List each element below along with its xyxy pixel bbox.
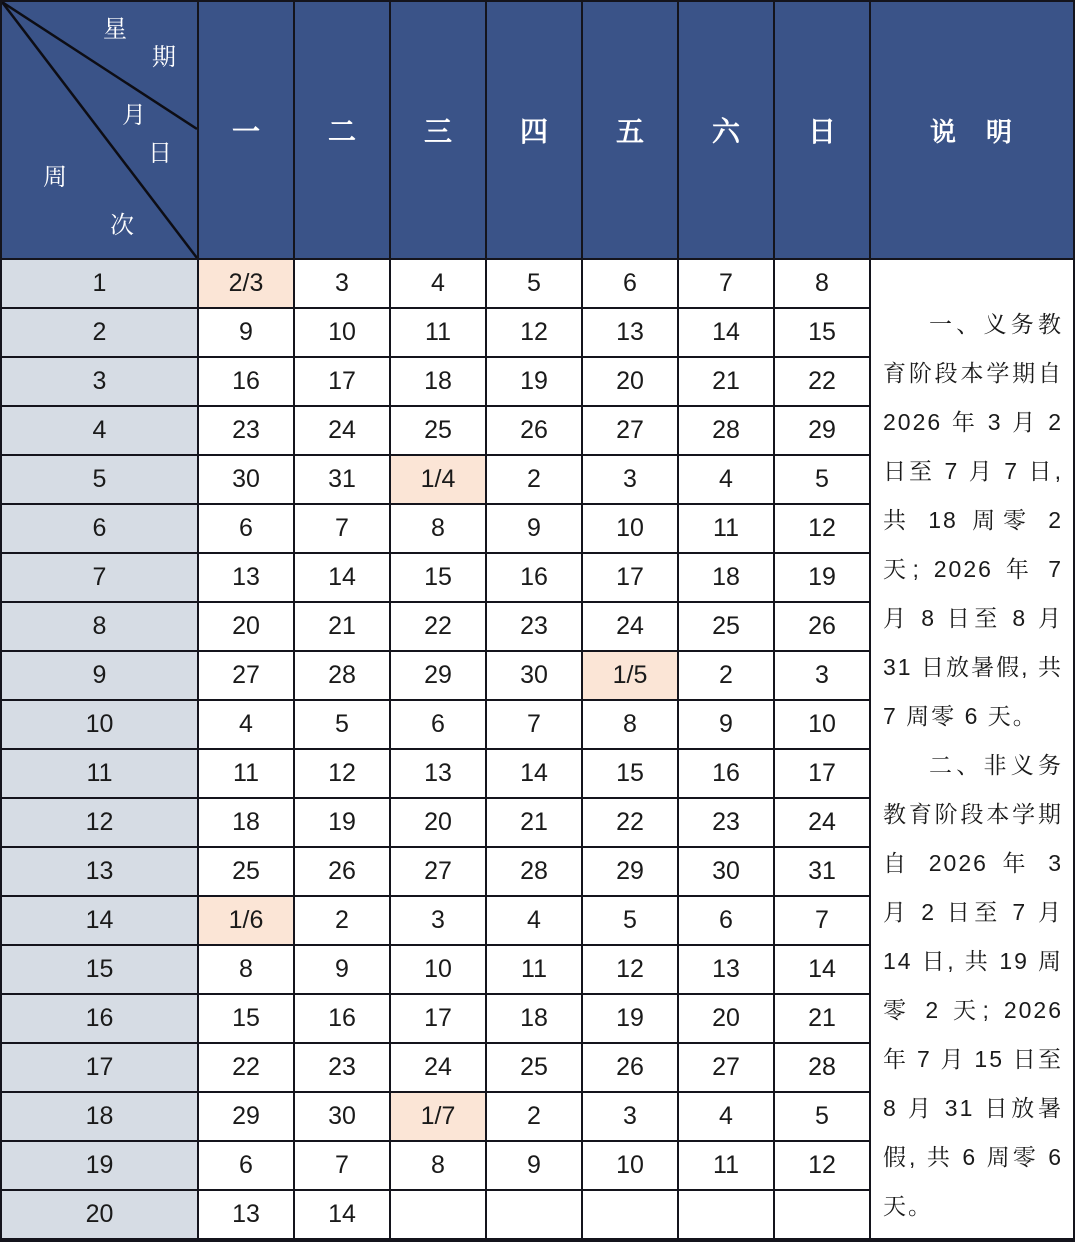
date-cell: 29 <box>775 407 869 454</box>
corner-label-weekday-char-1: 星 <box>103 16 127 43</box>
date-cell: 11 <box>391 309 485 356</box>
week-number-cell: 20 <box>2 1191 197 1238</box>
date-cell: 28 <box>295 652 389 699</box>
date-cell: 7 <box>487 701 581 748</box>
date-cell: 9 <box>487 1142 581 1189</box>
date-cell: 23 <box>199 407 293 454</box>
date-cell: 18 <box>199 799 293 846</box>
date-cell: 23 <box>679 799 773 846</box>
date-cell: 6 <box>199 1142 293 1189</box>
date-cell: 14 <box>295 1191 389 1238</box>
week-number-cell: 13 <box>2 848 197 895</box>
day-header-fri: 五 <box>583 2 677 258</box>
date-cell: 22 <box>583 799 677 846</box>
date-cell: 18 <box>487 995 581 1042</box>
week-number-cell: 18 <box>2 1093 197 1140</box>
day-header-tue: 二 <box>295 2 389 258</box>
date-cell: 3 <box>295 260 389 307</box>
date-cell: 26 <box>775 603 869 650</box>
date-cell: 9 <box>679 701 773 748</box>
date-cell: 22 <box>199 1044 293 1091</box>
date-cell: 13 <box>679 946 773 993</box>
notes-header: 说 明 <box>871 2 1073 258</box>
date-cell: 25 <box>391 407 485 454</box>
day-header-mon: 一 <box>199 2 293 258</box>
date-cell: 4 <box>199 701 293 748</box>
date-cell: 29 <box>199 1093 293 1140</box>
day-header-wed: 三 <box>391 2 485 258</box>
date-cell: 15 <box>583 750 677 797</box>
notes-paragraph-2: 二、非义务教育阶段本学期自 2026 年 3 月 2 日至 7 月 14 日, 共 19 周零 2 天; 2026 年 7 月 15 日至 8 月 31 日放暑假, 共 6 周零 6 天。 <box>883 752 1063 1219</box>
date-cell: 11 <box>679 1142 773 1189</box>
date-cell: 12 <box>487 309 581 356</box>
date-cell: 3 <box>391 897 485 944</box>
notes-panel <box>871 260 1073 1238</box>
date-cell: 2 <box>679 652 773 699</box>
date-cell: 17 <box>391 995 485 1042</box>
week-number-cell: 7 <box>2 554 197 601</box>
date-cell <box>487 1191 581 1238</box>
week-number-cell: 8 <box>2 603 197 650</box>
corner-label-weeknum-char-1: 周 <box>43 164 67 191</box>
date-cell: 12 <box>775 505 869 552</box>
date-cell: 31 <box>775 848 869 895</box>
date-cell: 30 <box>487 652 581 699</box>
date-cell-highlighted: 1/5 <box>583 652 677 699</box>
date-cell: 10 <box>775 701 869 748</box>
date-cell: 12 <box>583 946 677 993</box>
date-cell: 24 <box>391 1044 485 1091</box>
date-cell: 15 <box>199 995 293 1042</box>
date-cell: 16 <box>199 358 293 405</box>
date-cell: 8 <box>775 260 869 307</box>
date-cell: 8 <box>391 1142 485 1189</box>
date-cell-highlighted: 1/4 <box>391 456 485 503</box>
date-cell: 19 <box>487 358 581 405</box>
date-cell: 27 <box>583 407 677 454</box>
date-cell: 24 <box>583 603 677 650</box>
date-cell: 5 <box>775 456 869 503</box>
date-cell: 2 <box>487 456 581 503</box>
week-number-cell: 1 <box>2 260 197 307</box>
date-cell: 8 <box>391 505 485 552</box>
date-cell: 16 <box>679 750 773 797</box>
date-cell: 4 <box>679 1093 773 1140</box>
date-cell: 10 <box>583 505 677 552</box>
notes-paragraph-1: 一、义务教育阶段本学期自 2026 年 3 月 2 日至 7 月 7 日, 共 18 周零 2 天; 2026 年 7 月 8 日至 8 月 31 日放暑假, 共 7 周零 6 天。 <box>883 311 1063 729</box>
date-cell: 4 <box>679 456 773 503</box>
date-cell: 6 <box>679 897 773 944</box>
date-cell: 25 <box>679 603 773 650</box>
date-cell: 27 <box>679 1044 773 1091</box>
date-cell: 4 <box>487 897 581 944</box>
date-cell: 23 <box>487 603 581 650</box>
date-cell: 3 <box>775 652 869 699</box>
date-cell-highlighted: 1/6 <box>199 897 293 944</box>
date-cell: 6 <box>391 701 485 748</box>
date-cell: 13 <box>391 750 485 797</box>
date-cell: 14 <box>679 309 773 356</box>
date-cell: 14 <box>487 750 581 797</box>
week-number-cell: 17 <box>2 1044 197 1091</box>
date-cell: 2 <box>295 897 389 944</box>
diagonal-divider-lines <box>2 2 197 258</box>
date-cell: 20 <box>391 799 485 846</box>
date-cell: 22 <box>391 603 485 650</box>
week-number-cell: 10 <box>2 701 197 748</box>
date-cell: 30 <box>199 456 293 503</box>
date-cell: 10 <box>391 946 485 993</box>
date-cell: 19 <box>295 799 389 846</box>
date-cell: 21 <box>295 603 389 650</box>
date-cell: 3 <box>583 1093 677 1140</box>
date-cell: 13 <box>583 309 677 356</box>
date-cell: 9 <box>199 309 293 356</box>
date-cell: 29 <box>391 652 485 699</box>
date-cell: 9 <box>487 505 581 552</box>
date-cell: 21 <box>775 995 869 1042</box>
date-cell: 5 <box>487 260 581 307</box>
week-number-cell: 5 <box>2 456 197 503</box>
week-number-cell: 16 <box>2 995 197 1042</box>
week-number-cell: 12 <box>2 799 197 846</box>
date-cell: 25 <box>487 1044 581 1091</box>
date-cell: 16 <box>487 554 581 601</box>
date-cell: 26 <box>487 407 581 454</box>
date-cell: 21 <box>487 799 581 846</box>
date-cell-highlighted: 1/7 <box>391 1093 485 1140</box>
date-cell: 12 <box>295 750 389 797</box>
corner-label-weeknum-char-2: 次 <box>110 212 134 239</box>
date-cell: 10 <box>295 309 389 356</box>
date-cell-highlighted: 2/3 <box>199 260 293 307</box>
week-number-cell: 11 <box>2 750 197 797</box>
day-header-sat: 六 <box>679 2 773 258</box>
day-header-thu: 四 <box>487 2 581 258</box>
date-cell: 25 <box>199 848 293 895</box>
date-cell: 19 <box>775 554 869 601</box>
date-cell <box>679 1191 773 1238</box>
week-number-cell: 2 <box>2 309 197 356</box>
date-cell: 24 <box>775 799 869 846</box>
date-cell: 14 <box>295 554 389 601</box>
week-number-cell: 4 <box>2 407 197 454</box>
date-cell: 13 <box>199 1191 293 1238</box>
day-header-sun: 日 <box>775 2 869 258</box>
date-cell: 6 <box>199 505 293 552</box>
date-cell: 29 <box>583 848 677 895</box>
date-cell: 27 <box>391 848 485 895</box>
date-cell <box>775 1191 869 1238</box>
week-number-cell: 3 <box>2 358 197 405</box>
date-cell: 27 <box>199 652 293 699</box>
date-cell: 7 <box>775 897 869 944</box>
date-cell: 4 <box>391 260 485 307</box>
date-cell: 23 <box>295 1044 389 1091</box>
date-cell: 5 <box>583 897 677 944</box>
week-number-cell: 14 <box>2 897 197 944</box>
date-cell: 15 <box>391 554 485 601</box>
date-cell: 6 <box>583 260 677 307</box>
date-cell: 5 <box>295 701 389 748</box>
date-cell: 19 <box>583 995 677 1042</box>
date-cell: 18 <box>391 358 485 405</box>
date-cell: 28 <box>775 1044 869 1091</box>
date-cell: 12 <box>775 1142 869 1189</box>
date-cell: 18 <box>679 554 773 601</box>
date-cell: 10 <box>583 1142 677 1189</box>
date-cell: 11 <box>487 946 581 993</box>
date-cell: 17 <box>775 750 869 797</box>
date-cell: 14 <box>775 946 869 993</box>
date-cell: 28 <box>679 407 773 454</box>
date-cell: 26 <box>583 1044 677 1091</box>
date-cell: 31 <box>295 456 389 503</box>
date-cell: 30 <box>679 848 773 895</box>
date-cell: 16 <box>295 995 389 1042</box>
date-cell: 8 <box>199 946 293 993</box>
date-cell: 17 <box>295 358 389 405</box>
date-cell: 11 <box>199 750 293 797</box>
corner-label-monthday-char-2: 日 <box>148 140 172 167</box>
date-cell: 20 <box>679 995 773 1042</box>
corner-header-cell <box>2 2 197 258</box>
date-cell: 7 <box>295 505 389 552</box>
date-cell: 26 <box>295 848 389 895</box>
date-cell: 20 <box>199 603 293 650</box>
date-cell: 8 <box>583 701 677 748</box>
week-number-cell: 15 <box>2 946 197 993</box>
date-cell: 30 <box>295 1093 389 1140</box>
date-cell: 15 <box>775 309 869 356</box>
date-cell: 24 <box>295 407 389 454</box>
date-cell <box>583 1191 677 1238</box>
corner-label-monthday-char-1: 月 <box>122 102 146 129</box>
date-cell: 2 <box>487 1093 581 1140</box>
week-number-cell: 6 <box>2 505 197 552</box>
date-cell: 11 <box>679 505 773 552</box>
date-cell: 13 <box>199 554 293 601</box>
date-cell: 7 <box>295 1142 389 1189</box>
date-cell: 17 <box>583 554 677 601</box>
date-cell <box>391 1191 485 1238</box>
corner-label-weekday-char-2: 期 <box>152 44 176 71</box>
date-cell: 7 <box>679 260 773 307</box>
date-cell: 22 <box>775 358 869 405</box>
date-cell: 20 <box>583 358 677 405</box>
date-cell: 21 <box>679 358 773 405</box>
date-cell: 5 <box>775 1093 869 1140</box>
date-cell: 28 <box>487 848 581 895</box>
week-number-cell: 19 <box>2 1142 197 1189</box>
date-cell: 3 <box>583 456 677 503</box>
week-number-cell: 9 <box>2 652 197 699</box>
date-cell: 9 <box>295 946 389 993</box>
